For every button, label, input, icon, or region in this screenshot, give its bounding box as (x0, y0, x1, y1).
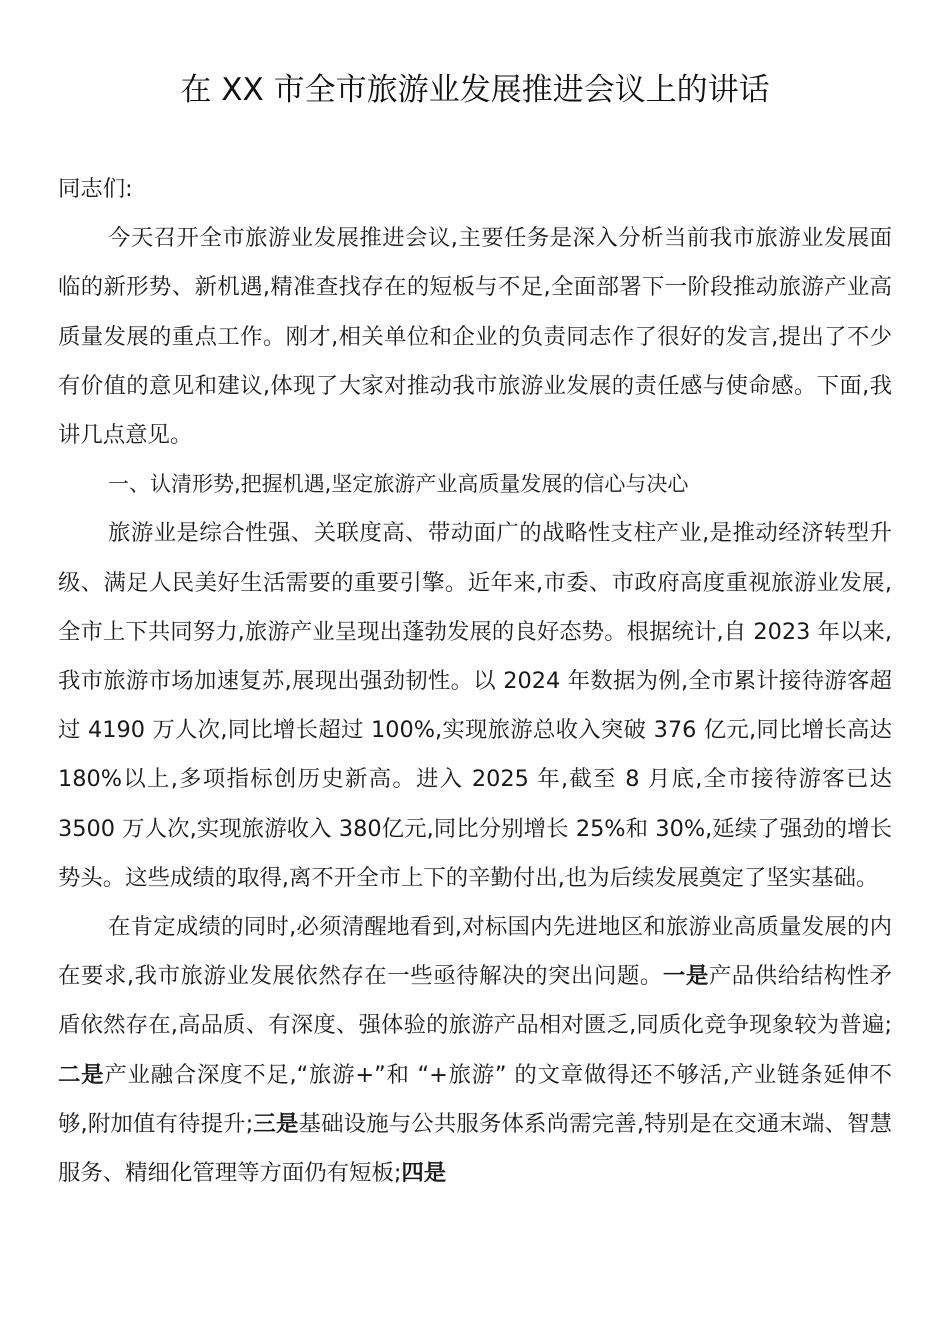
point-1-label: 一是 (662, 963, 709, 990)
paragraph-problems (58, 903, 892, 1198)
point-1-text: 产品供给结构性矛盾依然存在,高品质、有深度、强体验的旅游产品相对匮乏,同质化竞争现象较为普遍; (58, 963, 892, 1039)
point-4-label: 四是 (401, 1160, 447, 1187)
salutation: 同志们: (58, 176, 133, 202)
paragraph-achievements: 旅游业是综合性强、关联度高、带动面广的战略性支柱产业,是推动经济转型升级、满足人民美好生活需要的重要引擎。近年来,市委、市政府高度重视旅游业发展,全市上下共同努力,旅游产业呈现出蓬勃发展的良好态势。根据统计,自 2023 年以来,我市旅游市场加速复苏,展现出强劲韧性。以 2024 年数据为例,全市累计接待游客超过 4190 万人次,同比增长超过 100%,实现旅游总收入突破 376 亿元,同比增长高达 180%以上,多项指标创历史新高。进入 2025 年,截至 8 月底,全市接待游客已达 3500 万人次,实现旅游收入 380亿元,同比分别增长 25%和 30%,延续了强劲的增长势头。这些成绩的取得,离不开全市上下的辛勤付出,也为后续发展奠定了坚实基础。 (58, 520, 892, 891)
paragraph-opening: 今天召开全市旅游业发展推进会议,主要任务是深入分析当前我市旅游业发展面临的新形势、新机遇,精准查找存在的短板与不足,全面部署下一阶段推动旅游产业高质量发展的重点工作。刚才,相关单位和企业的负责同志作了很好的发言,提出了不少有价值的意见和建议,体现了大家对推动我市旅游业发展的责任感与使命感。下面,我讲几点意见。 (58, 225, 892, 449)
document-title: 在 XX 市全市旅游业发展推进会议上的讲话 (180, 72, 770, 108)
section-heading-1: 一、认清形势,把握机遇,坚定旅游产业高质量发展的信心与决心 (108, 472, 689, 497)
problems-intro: 在肯定成绩的同时,必须清醒地看到,对标国内先进地区和旅游业高质量发展的内在要求,我市旅游业发展依然存在一些亟待解决的突出问题。 (58, 914, 892, 990)
point-2-label: 二是 (58, 1061, 105, 1088)
document-body (58, 165, 892, 1198)
point-3-text: 基础设施与公共服务体系尚需完善,特别是在交通末端、智慧服务、精细化管理等方面仍有短板; (58, 1110, 893, 1187)
point-3-label: 三是 (253, 1110, 299, 1137)
point-2-text: 产业融合深度不足,“旅游+”和 “+旅游” 的文章做得还不够活,产业链条延伸不够,附加值有待提升; (58, 1061, 893, 1137)
